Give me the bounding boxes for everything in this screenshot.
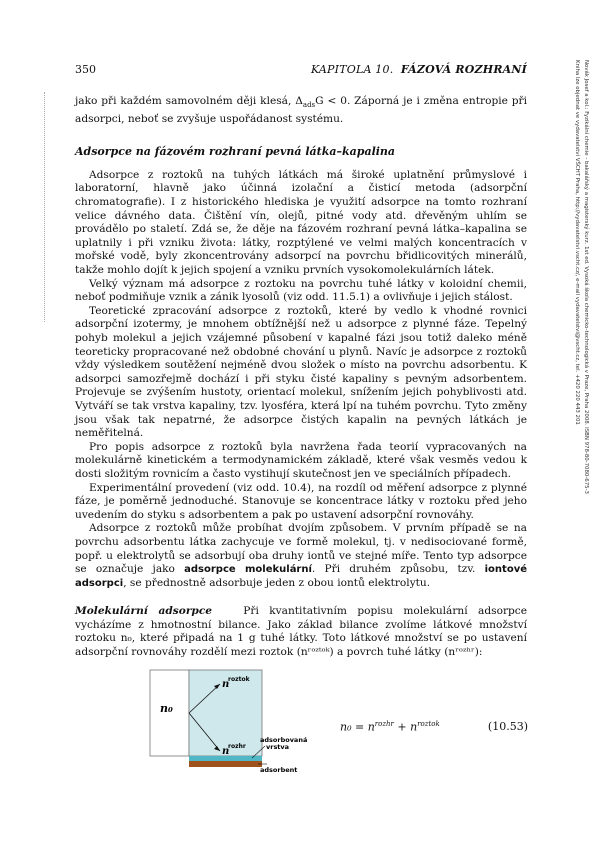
n-rozhr-label: n <box>222 746 230 757</box>
change-bar <box>44 92 47 322</box>
paragraph: Adsorpce z roztoků na tuhých látkách má široké uplatnění průmyslové i laboratorní, hlavně jako účinná izolační a čisticí metoda (adsorpční chromatografie). I z historického hlediska je využití adsorpce na tomto rozhraní velice dávného data. Čištění vín, olejů, pitné vody atd. dřevěným uhlím se provádělo po staletí. Zdá se, že děje na fázovém rozhraní pevná látka–kapalina se uplatnily i při vzniku života: látky, rozptýlené ve velmi malých koncentracích v mořské vodě, byly zkoncentrovány adsorpcí na povrchu břidlicovitých minerálů, takže mohlo dojít k jejich spojení a vzniku prvních vysokomolekulárních látek. <box>75 168 527 277</box>
term-ionic-adsorption: iontové adsorpci <box>75 564 527 589</box>
paragraph: Pro popis adsorpce z roztoků byla navržena řada teorií vypracovaných na molekulárně kinetickém a termodynamickém základě, které však vesměs vedou k dosti složitým rovnicím a často vystihují skutečnost jen ve speciálních případech. <box>75 440 527 480</box>
section-title: Adsorpce na fázovém rozhraní pevná látka–kapalina <box>75 145 396 159</box>
term-molecular-adsorption: adsorpce molekulární <box>184 564 312 576</box>
subheading: Molekulární adsorpce <box>75 605 213 618</box>
equation-body: $n_0 = n^{rozhr} + n^{roztok}$ <box>340 720 440 734</box>
adsorption-figure <box>148 668 308 780</box>
adsorbent-block <box>189 761 262 767</box>
n-roztok-label: n <box>222 679 230 690</box>
adsorbent-label: adsorbent <box>260 766 298 774</box>
paragraph: Adsorpce z roztoků může probíhat dvojím způsobem. V prvním případě se na povrchu adsorbentu látka zachycuje ve formě molekul, tj. v nedisociované formě, popř. u elektrolytů se adsorbují oba druhy iontů ve stejné míře. Tento typ adsorpce se označuje jako adsorpce molekulární. Při druhém způsobu, tzv. iontové adsorpci, se přednostně adsorbuje jeden z obou iontů elektrolytu. <box>75 522 527 589</box>
paragraph: Teoretické zpracování adsorpce z roztoků, které by vedlo k vhodné rovnici adsorpční izotermy, je mnohem obtížnější než u adsorpce z plynné fáze. Tepelný pohyb molekul a jejich vzájemné působení v kapalné fázi jsou totiž daleko méně teoreticky propracované než obdobné chování u plynů. Navíc je adsorpce z roztoků vždy výsledkem soutěžení nejméně dvou složek o místo na povrchu adsorbentu. K adsorpci samozřejmě dochází i při styku čisté kapaliny s pevným adsorbentem. Projevuje se zvýšením hustoty, orientací molekul, snížením jejich pohyblivosti atd. Vytváří se tak vrstva kapaliny, tzv. lyosféra, která lpí na tuhém povrchu. Tyto změny jsou však tak nepatrné, že adsorpce čistých kapalin na pevných látkách je neměřitelná. <box>75 304 527 440</box>
equation-number: (10.53) <box>487 720 528 733</box>
layer-label-2: vrstva <box>266 743 290 751</box>
side-note <box>566 60 590 800</box>
chapter-title: FÁZOVÁ ROZHRANÍ <box>400 63 527 76</box>
paragraph: Velký význam má adsorpce z roztoku na povrchu tuhé látky v koloidní chemii, neboť podmiňuje vznik a zánik lyosolů (viz odd. 11.5.1) a ovlivňuje i jejich stálost. <box>75 277 527 304</box>
running-head <box>311 63 527 76</box>
paragraph: Experimentální provedení (viz odd. 10.4), na rozdíl od měření adsorpce z plynné fáze, je poměrně jednoduché. Stanovuje se koncentrace látky v roztoku před jeho uvedením do styku s adsorbentem a pak po ustavení adsorpční rovnováhy. <box>75 481 527 521</box>
page-content <box>75 95 527 660</box>
rozhr-superscript: rozhr <box>228 743 246 750</box>
intro-paragraph: jako při každém samovolném ději klesá, $\Delta_{ads}G < 0$. Záporná je i změna entropie při adsorpci, neboť se zvyšuje uspořádanost systému. <box>75 95 527 125</box>
side-note-line-1: Novák Josef a kol.: Fyzikální chemie - bakalářský a magisterský kurz. 1st ed. Vysoká škola chemicko-technologická v Praze, Praha 2008. ISBN 978-80-7080-675-3 <box>583 60 589 494</box>
chapter-label: KAPITOLA 10. <box>310 63 394 76</box>
layer-label-1: adsorbovaná <box>260 736 308 744</box>
page-number: 350 <box>75 63 96 76</box>
roztok-superscript: roztok <box>228 676 250 683</box>
molecular-paragraph: Molekulární adsorpce Při kvantitativním popisu molekulární adsorpce vycházíme z hmotnostní bilance. Jako základ bilance zvolíme látkové množství roztoku n₀, které připadá na 1 g tuhé látky. Toto látkové množství se po ustavení adsorpční rovnováhy rozdělí mezi roztok (nʳᵒᶻᵗᵒᵏ) a povrch tuhé látky (nʳᵒᶻʰʳ): <box>75 605 527 659</box>
side-note-line-2: Kniha lze objednat ve vydavatelství VŠCHT Praha, http://vydavatelstvi.vscht.cz/, e-mail vydavatelstvi@vscht.cz, tel. +420 220 443 201 <box>574 60 581 425</box>
n0-label: n₀ <box>160 702 173 715</box>
